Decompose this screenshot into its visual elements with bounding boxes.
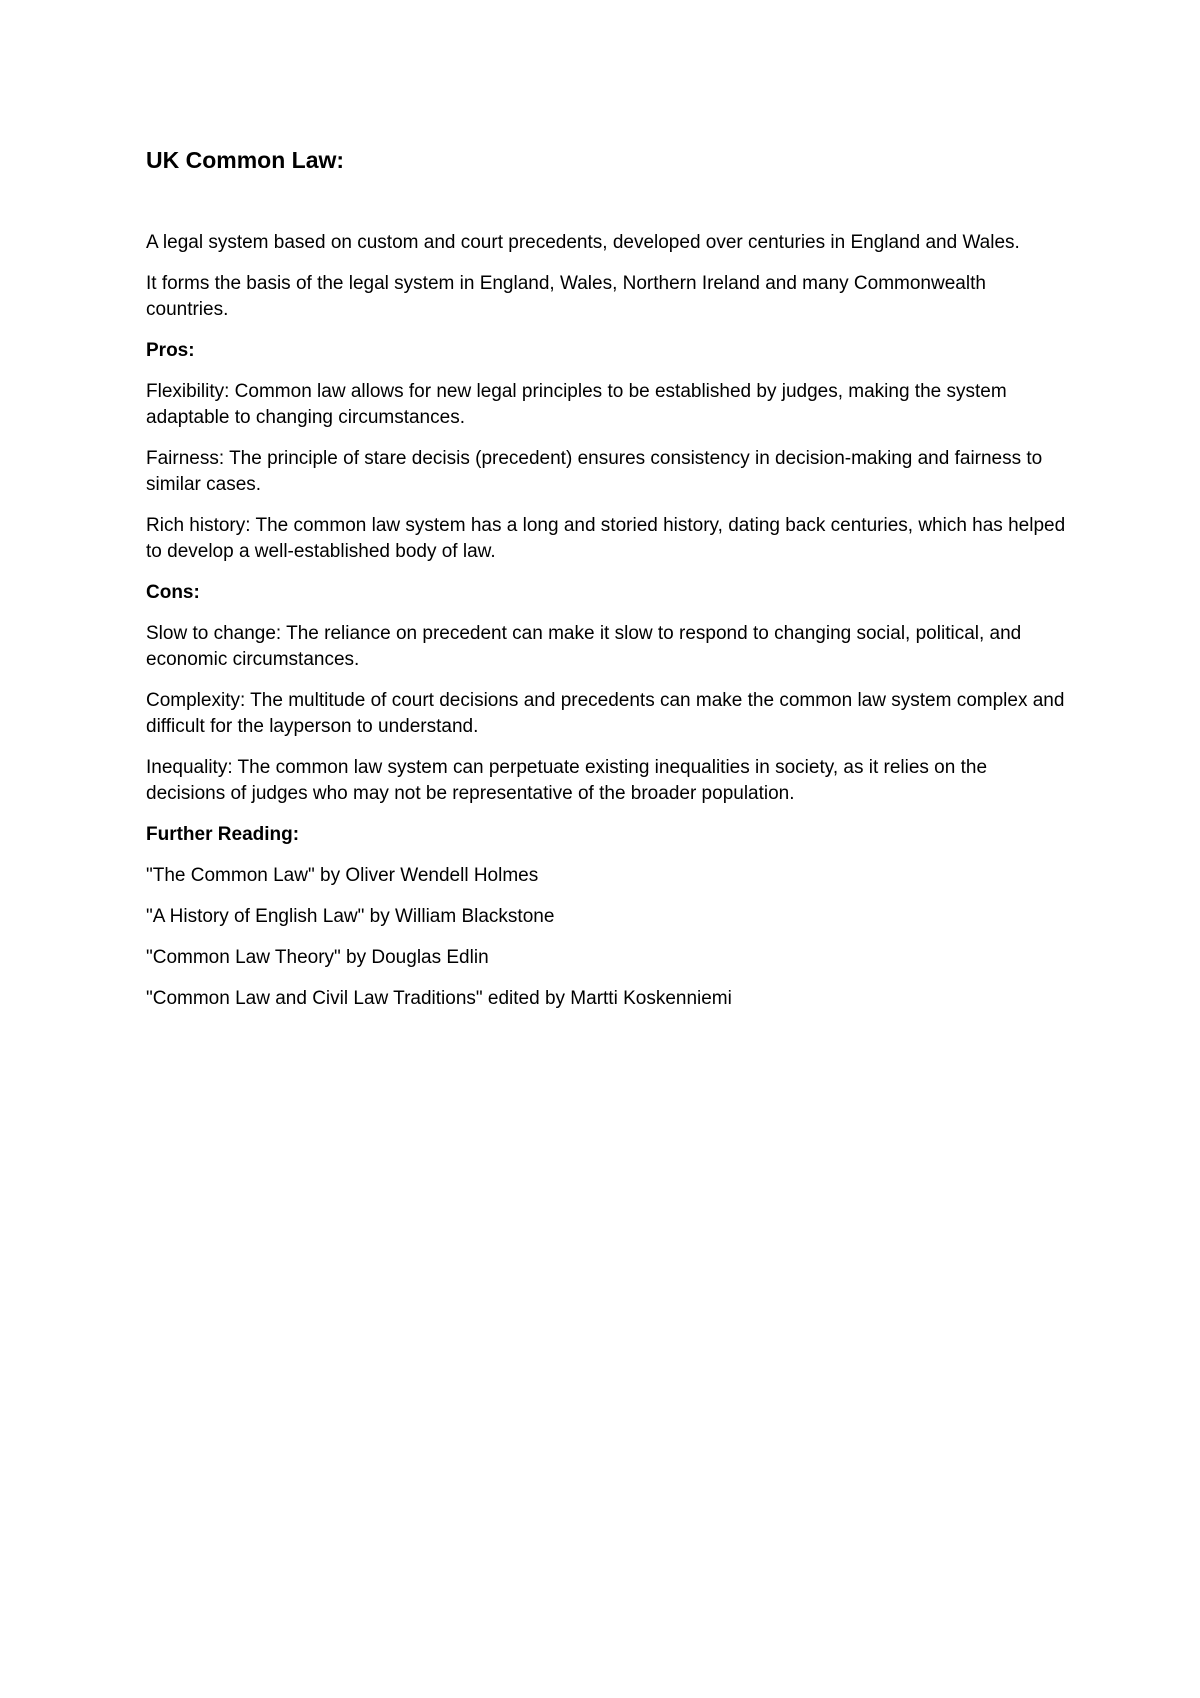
cons-item: Inequality: The common law system can perpetuate existing inequalities in society, as it relies on the decisions of judges who may not be representative of the broader population. xyxy=(146,757,988,804)
pros-item: Rich history: The common law system has a long and storied history, dating back centuries, which has helped to develop a well-established body of law. xyxy=(146,515,1066,562)
pros-item: Flexibility: Common law allows for new legal principles to be established by judges, making the system adaptable to changing circumstances. xyxy=(146,381,1007,428)
title-spacer xyxy=(146,178,1066,230)
further-reading-heading: Further Reading: xyxy=(146,824,300,845)
pros-item: Fairness: The principle of stare decisis (precedent) ensures consistency in decision-making and fairness to similar cases. xyxy=(146,448,1043,495)
document-page xyxy=(146,142,1066,1027)
cons-heading: Cons: xyxy=(146,582,200,603)
reading-item: "Common Law Theory" by Douglas Edlin xyxy=(146,947,489,968)
cons-item: Complexity: The multitude of court decisions and precedents can make the common law system complex and difficult for the layperson to understand. xyxy=(146,690,1065,737)
pros-heading: Pros: xyxy=(146,340,195,361)
cons-item: Slow to change: The reliance on precedent can make it slow to respond to changing social, political, and economic circumstances. xyxy=(146,623,1022,670)
intro-paragraph: A legal system based on custom and court precedents, developed over centuries in England and Wales. xyxy=(146,232,1020,253)
reading-item: "A History of English Law" by William Blackstone xyxy=(146,906,555,927)
document-title: UK Common Law: xyxy=(146,147,345,173)
reading-item: "Common Law and Civil Law Traditions" edited by Martti Koskenniemi xyxy=(146,988,732,1009)
intro-paragraph: It forms the basis of the legal system in England, Wales, Northern Ireland and many Commonwealth countries. xyxy=(146,273,986,320)
reading-item: "The Common Law" by Oliver Wendell Holmes xyxy=(146,865,539,886)
